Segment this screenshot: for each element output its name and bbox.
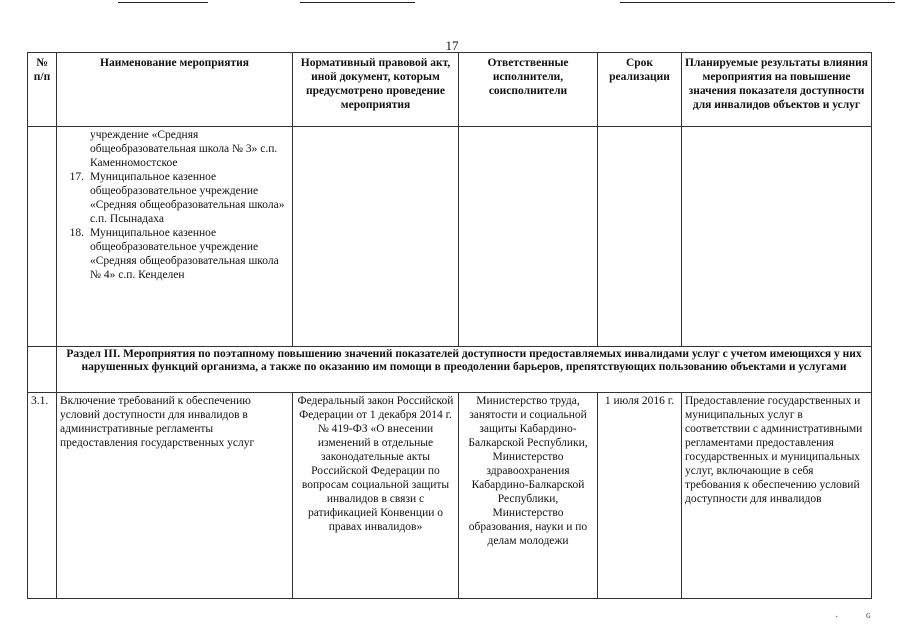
list-item-text: Муниципальное казенное общеобразовательное учреждение «Средняя общеобразовательная школа» с.п. Псынадаха <box>90 171 285 225</box>
list-item-text: Муниципальное казенное общеобразовательное учреждение «Средняя общеобразовательная школа № 4» с.п. Кенделен <box>90 227 279 281</box>
list-item <box>60 226 289 282</box>
header-no: № п/п <box>28 53 57 127</box>
header-term: Срок реализации <box>598 53 682 127</box>
cell-no <box>28 127 57 347</box>
school-list <box>60 128 289 282</box>
scan-artifact-line <box>620 2 895 3</box>
legal-act: Федеральный закон Российской Федерации от 1 декабря 2014 г. № 419-ФЗ «О внесении изменений в отдельные законодательные акты Российской Федерации по вопросам социальной защиты инвалидов в связи с ратификацией Конвенции о правах инвалидов» <box>293 393 459 599</box>
table-header-row <box>28 53 872 127</box>
page-number: 17 <box>445 38 459 53</box>
measures-table <box>27 52 872 599</box>
header-executors: Ответственные исполнители, соисполнители <box>459 53 598 127</box>
planned-results: Предоставление государственных и муниципальных услуг в соответствии с административными регламентами предоставления государственных и муниципальных услуг, включающие в себя требования к обеспечению условий доступности для инвалидов <box>682 393 872 599</box>
list-item-number: 18. <box>69 227 84 239</box>
row-number: 3.1. <box>28 393 57 599</box>
scan-artifact-line <box>300 2 415 3</box>
continuation-cell <box>57 127 293 347</box>
header-results: Планируемые результаты влияния мероприятия на повышение значения показателя доступности для инвалидов объектов и услуг <box>682 53 872 127</box>
list-item <box>60 170 289 226</box>
header-name: Наименование мероприятия <box>57 53 293 127</box>
scan-mark: ɢ <box>866 610 871 621</box>
list-item-number <box>60 128 90 170</box>
scan-mark: · <box>835 612 839 623</box>
list-item <box>60 128 289 170</box>
cell-term <box>598 127 682 347</box>
table-row <box>28 393 872 599</box>
implementation-term: 1 июля 2016 г. <box>598 393 682 599</box>
header-act: Нормативный правовой акт, иной документ, которым предусмотрено проведение мероприятия <box>293 53 459 127</box>
cell-act <box>293 127 459 347</box>
cell-executors <box>459 127 598 347</box>
section-row <box>28 347 872 393</box>
responsible-executors: Министерство труда, занятости и социальной защиты Кабардино-Балкарской Республики, Министерство здравоохранения Кабардино-Балкарской Республики, Министерство образования, науки и по делам молодежи <box>459 393 598 599</box>
cell-results <box>682 127 872 347</box>
table-row <box>28 127 872 347</box>
scan-artifact-line <box>118 2 208 3</box>
section-title: Раздел III. Мероприятия по поэтапному повышению значений показателей доступности предоставляемых инвалидами услуг с учетом имеющихся у них нарушенных функций организма, а также по оказанию им помощи в преодолении барьеров, препятствующих пользованию объектами и услугами <box>57 347 872 393</box>
measure-name: Включение требований к обеспечению условий доступности для инвалидов в административные регламенты предоставления государственных услуг <box>57 393 293 599</box>
cell-no <box>28 347 57 393</box>
list-item-text: учреждение «Средняя общеобразовательная школа № 3» с.п. Каменномостское <box>90 129 278 169</box>
list-item-number: 17. <box>69 171 84 183</box>
